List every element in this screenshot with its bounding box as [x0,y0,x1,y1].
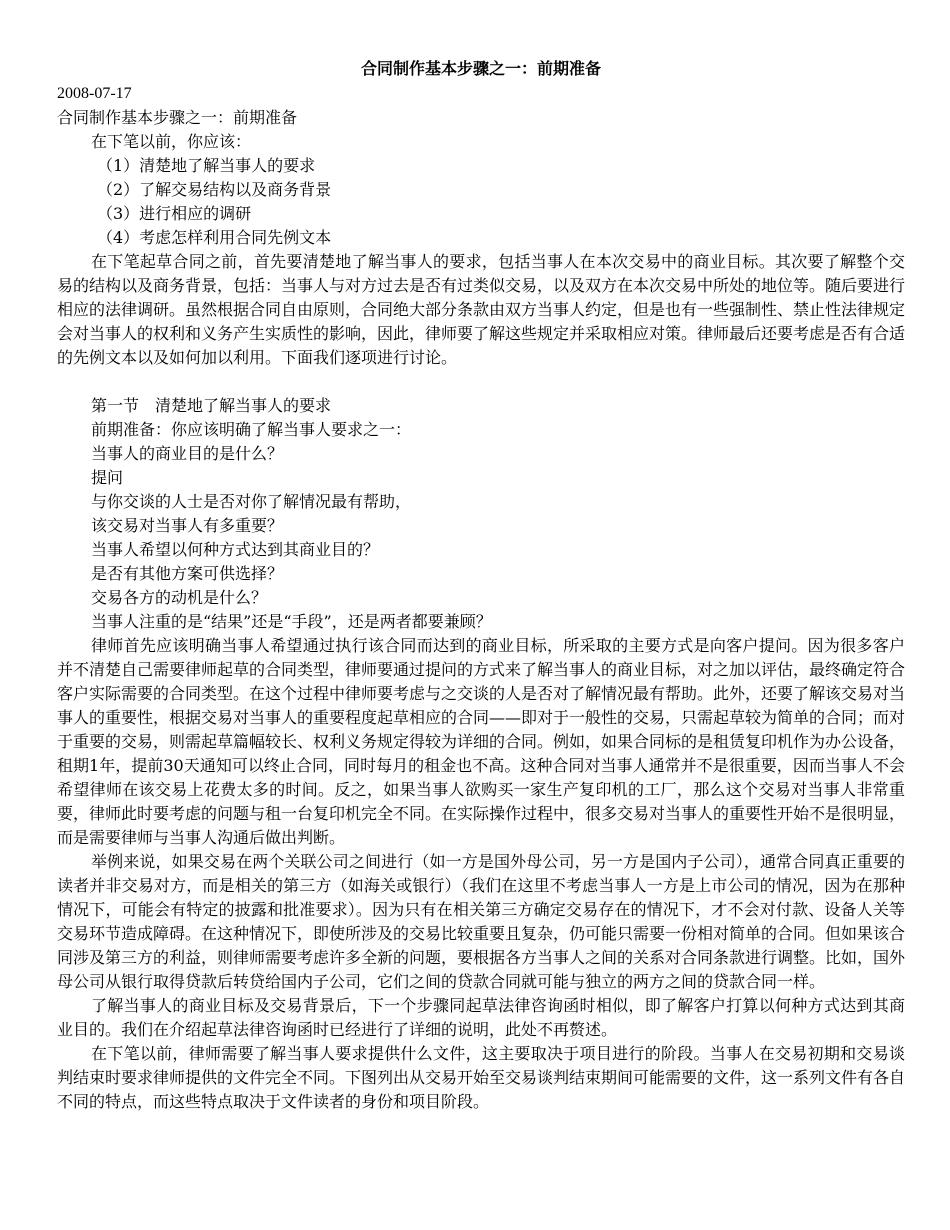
document-subtitle: 合同制作基本步骤之一：前期准备 [57,108,298,127]
paragraph-documents: 在下笔以前，律师需要了解当事人要求提供什么文件，这主要取决于项目进行的阶段。当事人在交易初期和交易谈判结束时要求律师提供的文件完全不同。下图列出从交易开始至交易谈判结束期间可能需要的文件，这一系列文件有各自不同的特点，而这些特点取决于文件读者的身份和项目阶段。 [57,1044,906,1111]
document-title: 合同制作基本步骤之一：前期准备 [360,59,601,78]
document-date: 2008-07-17 [57,85,132,102]
paragraph-overview: 在下笔起草合同之前，首先要清楚地了解当事人的要求，包括当事人在本次交易中的商业目标。其次要了解整个交易的结构以及商务背景，包括：当事人与对方过去是否有过类似交易，以及双方在本次交易中所处的地位等。随后要进行相应的法律调研。虽然根据合同自由原则，合同绝大部分条款由双方当事人约定，但是也有一些强制性、禁止性法律规定会对当事人的权利和义务产生实质性的影响，因此，律师要了解这些规定并采取相应对策。律师最后还要考虑是否有合适的先例文本以及如何加以利用。下面我们逐项进行讨论。 [57,252,906,367]
step-item: （2）了解交易结构以及商务背景 [97,180,332,199]
step-item: （3）进行相应的调研 [97,204,252,223]
prep-line: 前期准备：你应该明确了解当事人要求之一： [91,420,412,439]
paragraph-business-goal: 律师首先应该明确当事人希望通过执行该合同而达到的商业目标，所采取的主要方式是向客户提问。因为很多客户并不清楚自己需要律师起草的合同类型，律师要通过提问的方式来了解当事人的商业目标，对之加以评估，最终确定符合客户实际需要的合同类型。在这个过程中律师要考虑与之交谈的人是否对了解情况最有帮助。此外，还要了解该交易对当事人的重要性，根据交易对当事人的重要程度起草相应的合同——即对于一般性的交易，只需起草较为简单的合同；而对于重要的交易，则需起草篇幅较长、权利义务规定得较为详细的合同。例如，如果合同标的是租赁复印机作为办公设备，租期1年，提前30天通知可以终止合同，同时每月的租金也不高。这种合同对当事人通常并不是很重要，因而当事人不会希望律师在该交易上花费太多的时间。反之，如果当事人欲购买一家生产复印机的工厂，那么这个交易对当事人非常重要，律师此时要考虑的问题与租一台复印机完全不同。在实际操作过程中，很多交易对当事人的重要性开始不是很明显，而是需要律师与当事人沟通后做出判断。 [57,636,906,847]
paragraph-example: 举例来说，如果交易在两个关联公司之间进行（如一方是国外母公司，另一方是国内子公司），通常合同真正重要的读者并非交易对方，而是相关的第三方（如海关或银行）（我们在这里不考虑当事人一方是上市公司的情况，因为在那种情况下，可能会有特定的披露和批准要求）。因为只有在相关第三方确定交易存在的情况下，才不会对付款、设备人关等交易环节造成障碍。在这种情况下，即使所涉及的交易比较重要且复杂，仍可能只需要一份相对简单的合同。但如果该合同涉及第三方的利益，则律师需要考虑许多全新的问题，要根据各方当事人之间的关系对合同条款进行调整。比如，国外母公司从银行取得贷款后转贷给国内子公司，它们之间的贷款合同就可能与独立的两方之间的贷款合同一样。 [57,852,906,991]
main-question: 当事人的商业目的是什么？ [91,444,284,463]
step-item: （1）清楚地了解当事人的要求 [97,156,316,175]
blank-line [57,370,905,394]
question-item: 该交易对当事人有多重要？ [91,516,284,535]
document-page [57,58,905,1114]
section-heading: 第一节 清楚地了解当事人的要求 [91,396,332,415]
question-item: 当事人希望以何种方式达到其商业目的？ [91,540,380,559]
paragraph-next-step: 了解当事人的商业目标及交易背景后，下一个步骤同起草法律咨询函时相似，即了解客户打算以何种方式达到其商业目的。我们在介绍起草法律咨询函时已经进行了详细的说明，此处不再赘述。 [57,996,905,1039]
ask-label: 提问 [91,468,124,487]
question-item: 当事人注重的是“结果”还是“手段”，还是两者都要兼顾？ [91,612,492,631]
intro-line: 在下笔以前，你应该： [91,132,252,151]
question-item: 与你交谈的人士是否对你了解情况最有帮助， [91,492,412,511]
question-item: 是否有其他方案可供选择？ [91,564,284,583]
step-item: （4）考虑怎样利用合同先例文本 [97,228,332,247]
question-item: 交易各方的动机是什么？ [91,588,268,607]
